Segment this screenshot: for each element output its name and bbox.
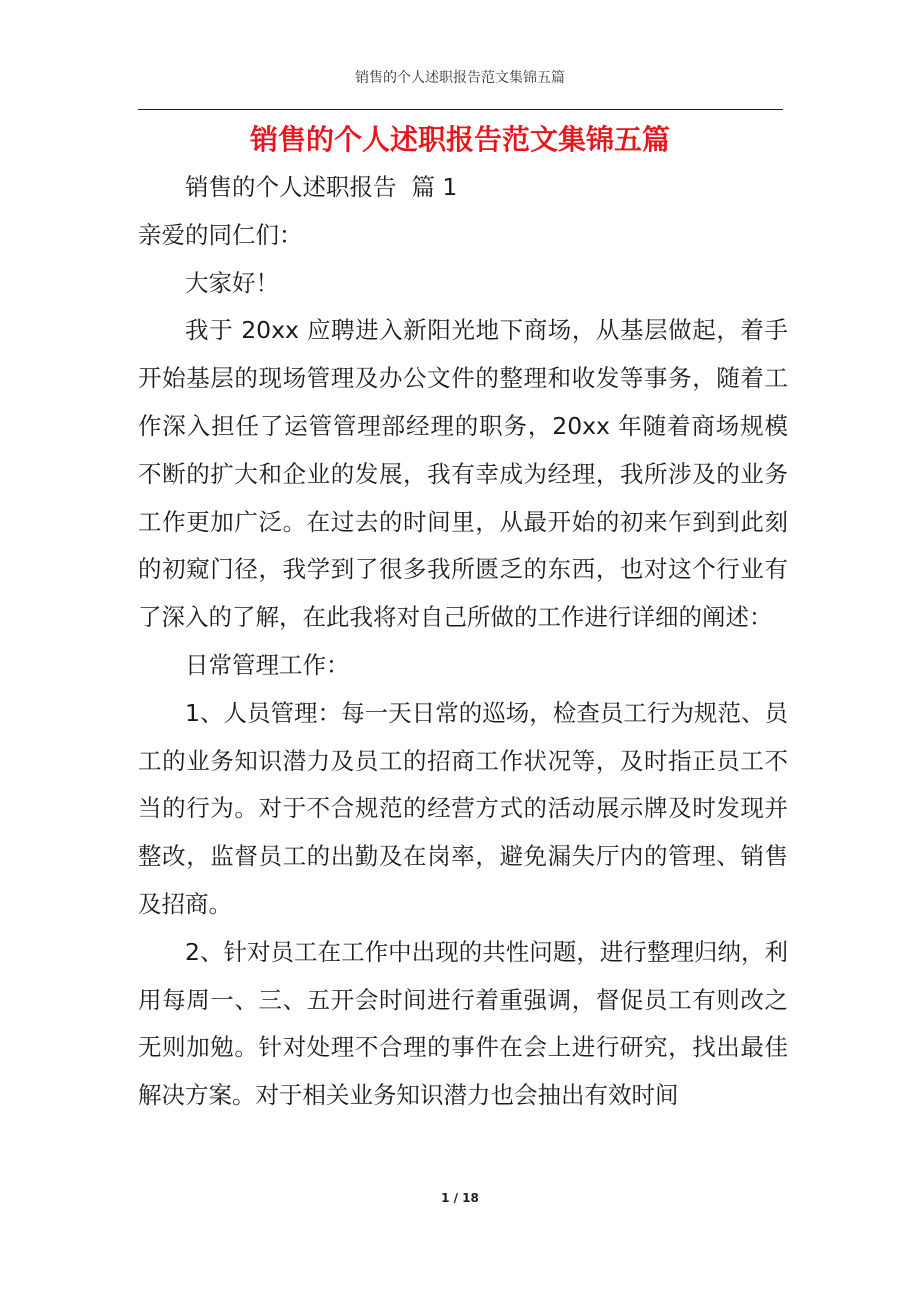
paragraph-daily-management: 日常管理工作： <box>185 650 350 679</box>
salutation: 亲爱的同仁们： <box>138 220 303 249</box>
document-body <box>138 164 788 1120</box>
paragraph-common-issues: 2、针对员工在工作中出现的共性问题，进行整理归纳，利用每周一、三、五开会时间进行着重强调，督促员工有则改之无则加勉。针对处理不合理的事件在会上进行研究，找出最佳解决方案。对于相关业务知识潜力也会抽出有效时间 <box>138 937 788 1110</box>
greeting: 大家好！ <box>185 268 279 297</box>
document-title: 销售的个人述职报告范文集锦五篇 <box>249 123 670 156</box>
running-header: 销售的个人述职报告范文集锦五篇 <box>355 70 565 86</box>
section-heading: 销售的个人述职报告 篇 1 <box>185 173 458 201</box>
header-divider <box>138 109 783 110</box>
page-number: 1 / 18 <box>441 1191 479 1205</box>
paragraph-intro: 我于 20xx 应聘进入新阳光地下商场，从基层做起，着手开始基层的现场管理及办公文件的整理和收发等事务，随着工作深入担任了运管管理部经理的职务，20xx 年随着商场规模不断的扩大和企业的发展，我有幸成为经理，我所涉及的业务工作更加广泛。在过去的时间里，从最开始的初来乍到到此刻的初窥门径，我学到了很多我所匮乏的东西，也对这个行业有了深入的了解，在此我将对自己所做的工作进行详细的阐述： <box>138 316 788 632</box>
paragraph-personnel: 1、人员管理：每一天日常的巡场，检查员工行为规范、员工的业务知识潜力及员工的招商工作状况等，及时指正员工不当的行为。对于不合规范的经营方式的活动展示牌及时发现并整改，监督员工的出勤及在岗率，避免漏失厅内的管理、销售及招商。 <box>138 698 788 918</box>
